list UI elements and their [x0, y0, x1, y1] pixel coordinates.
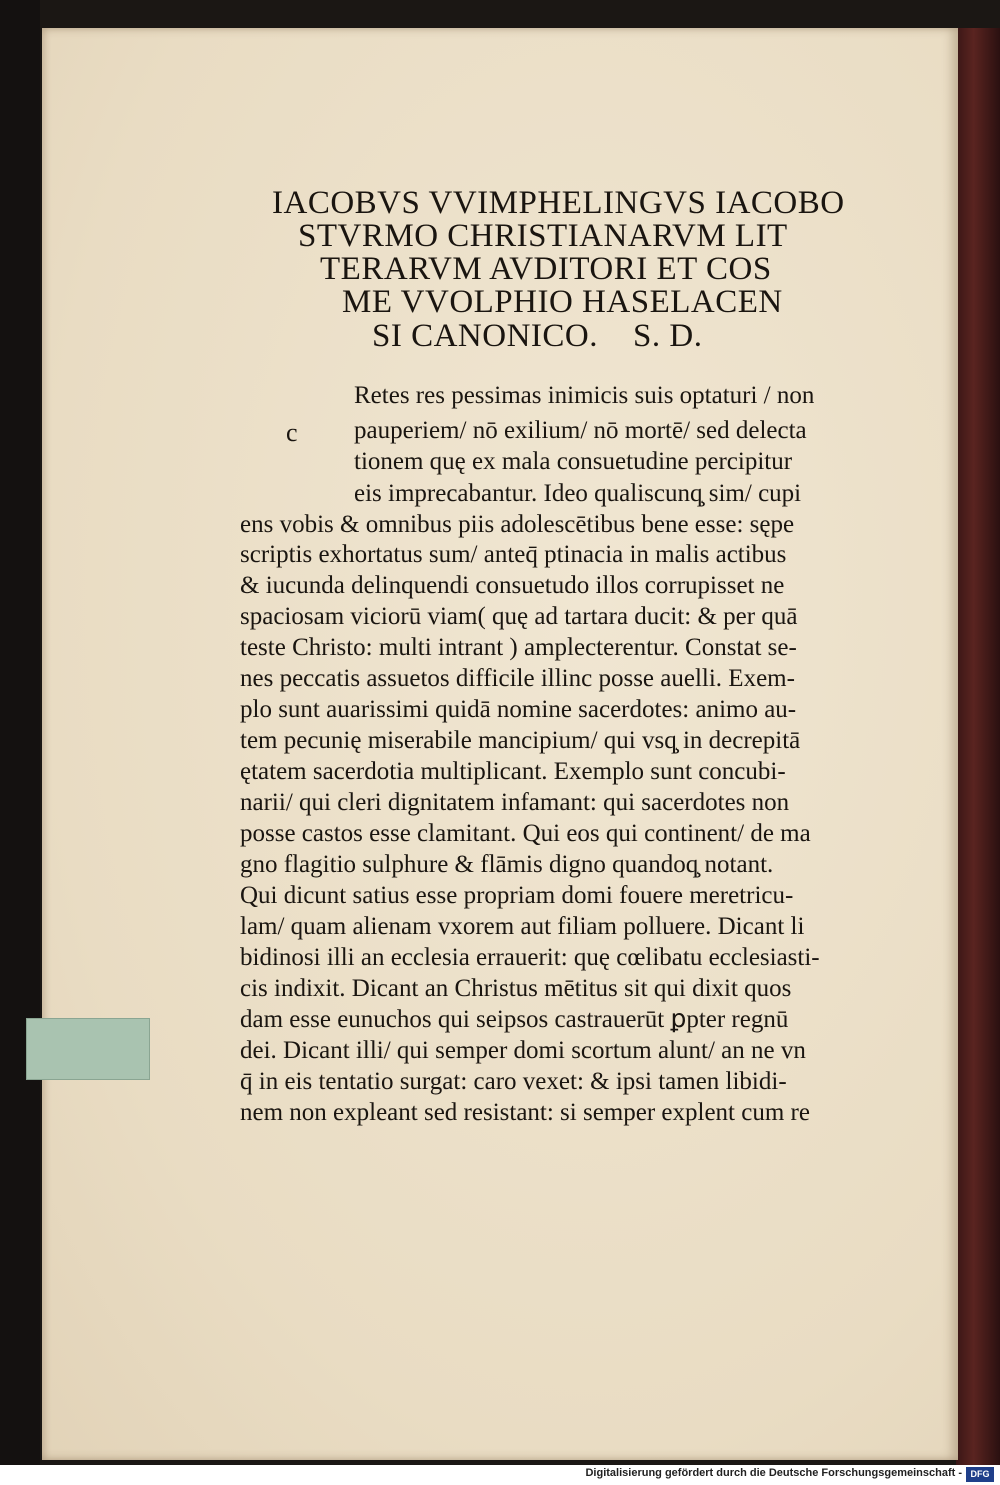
text-line: nes peccatis assuetos difficile illinc posse auelli. Exem- — [240, 665, 795, 692]
heading-line: IACOBVS VVIMPHELINGVS IACOBO — [272, 185, 845, 221]
text-line: lam/ quam alienam vxorem aut filiam polluere. Dicant li — [240, 913, 805, 940]
text-line: cis indixit. Dicant an Christus mētitus sit qui dixit quos — [240, 975, 792, 1002]
text-line: narii/ qui cleri dignitatem infamant: qui sacerdotes non — [240, 789, 790, 816]
heading-line: ME VVOLPHIO HASELACEN — [342, 284, 783, 320]
text-line: Retes res pessimas inimicis suis optaturi / non — [354, 382, 815, 409]
dfg-logo: DFG — [966, 1467, 994, 1482]
bookmark-tab — [26, 1018, 150, 1080]
text-line: ętatem sacerdotia multiplicant. Exemplo sunt concubi- — [240, 758, 786, 785]
text-line: tem pecunię miserabile mancipium/ qui vsq̧ in decrepitā — [240, 727, 801, 754]
scan-left-margin — [0, 0, 40, 1465]
text-line: scriptis exhortatus sum/ anteq̄ ptinacia in malis actibus — [240, 541, 787, 568]
heading-line: SI CANONICO. S. D. — [372, 318, 703, 354]
book-edge — [956, 28, 1000, 1465]
text-line: ens vobis & omnibus piis adolescētibus bene esse: sępe — [240, 511, 795, 538]
text-line: teste Christo: multi intrant ) amplecterentur. Constat se- — [240, 634, 797, 661]
text-line: dei. Dicant illi/ qui semper domi scortum alunt/ an ne vn — [240, 1037, 806, 1064]
text-line: tionem quę ex mala consuetudine percipitur — [354, 448, 793, 475]
text-line: Qui dicunt satius esse propriam domi fouere meretricu- — [240, 882, 794, 909]
text-line: plo sunt auarissimi quidā nomine sacerdotes: animo au- — [240, 696, 797, 723]
text-line: eis imprecabantur. Ideo qualiscunq̧ sim/ cupi — [354, 480, 802, 507]
text-line: q̄ in eis tentatio surgat: caro vexet: & ipsi tamen libidi- — [240, 1068, 787, 1095]
text-line: nem non expleant sed resistant: si semper explent cum re — [240, 1099, 810, 1126]
text-line: pauperiem/ nō exilium/ nō mortē/ sed delecta — [354, 417, 807, 444]
text-line: posse castos esse clamitant. Qui eos qui continent/ de ma — [240, 820, 811, 847]
text-line: bidinosi illi an ecclesia errauerit: quę cœlibatu ecclesiasti- — [240, 944, 820, 971]
text-line: gno flagitio sulphure & flāmis digno quandoq̧ notant. — [240, 851, 774, 878]
text-line: spaciosam viciorū viam( quę ad tartara ducit: & per quā — [240, 603, 798, 630]
heading-line: TERARVM AVDITORI ET COS — [320, 251, 772, 287]
text-line: & iucunda delinquendi consuetudo illos corrupisset ne — [240, 572, 785, 599]
funding-notice: Digitalisierung gefördert durch die Deutsche Forschungsgemeinschaft - — [585, 1467, 962, 1479]
text-line: dam esse eunuchos qui seipsos castrauerūt ꝑpter regnū — [240, 1006, 789, 1033]
drop-letter-guide: c — [286, 418, 298, 447]
heading-line: STVRMO CHRISTIANARVM LIT — [298, 218, 788, 254]
